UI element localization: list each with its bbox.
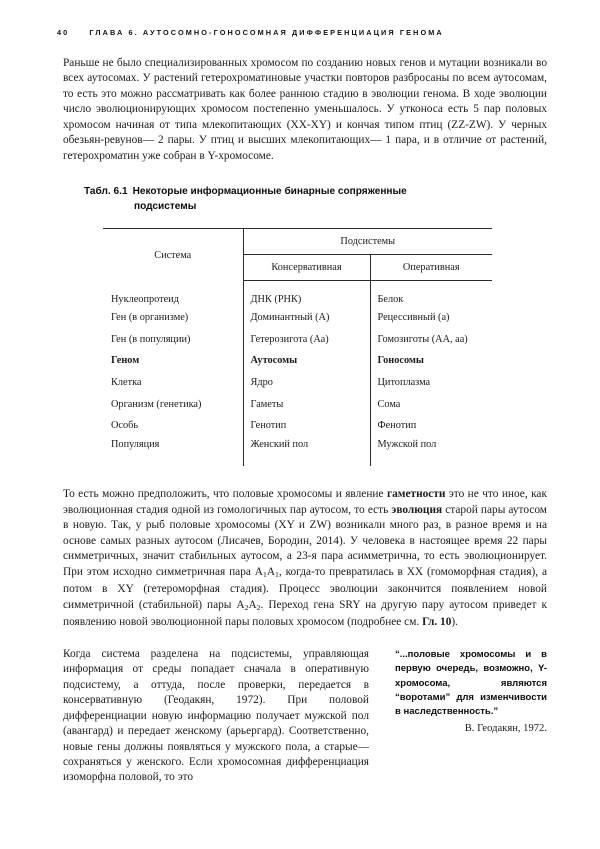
text-fragment: . Переход гена SRY на другую пару аутосом приведет к появлению новой эволюционной пары половых хромосом (подробнее см. — [63, 598, 547, 629]
text-fragment: A — [248, 598, 257, 611]
table-row — [103, 350, 492, 372]
cell-system: Клетка — [103, 372, 243, 394]
cell-system: Организм (генетика) — [103, 393, 243, 415]
cell-operative: Рецессивный (а) — [377, 312, 450, 324]
table-caption-line1: Некоторые информационные бинарные сопряженные — [132, 186, 407, 198]
cell-system: Ген (в популяции) — [103, 328, 243, 350]
table-row — [103, 281, 492, 307]
pull-quote-attribution: В. Геодакян, 1972. — [464, 722, 547, 734]
column-header-conservative: Консервативная — [243, 255, 370, 281]
text-fragment: То есть можно предположить, что половые хромосомы и явление — [63, 488, 387, 501]
page-content — [63, 56, 547, 786]
cell-operative: Цитоплазма — [377, 376, 431, 388]
text-fragment: , когда-то превратилась в XX (гомоморфная стадия), а потом в XY (гетероморфная стадия). Процесс эволюции закончится появлением новой симметричной (стабильной) пары A — [63, 565, 547, 611]
cell-system: Нуклеопротеид — [103, 281, 243, 307]
cell-operative: Мужской пол — [377, 439, 437, 451]
cell-conservative: Аутосомы — [243, 350, 370, 372]
cell-conservative: Доминантный (А) — [243, 307, 370, 329]
cell-operative: Сома — [377, 398, 401, 410]
table-row — [103, 372, 492, 394]
bottom-two-column-section — [63, 647, 547, 786]
pull-quote-text: “...половые хромосомы и в первую очередь, возможно, Y-хромосома, являются “воротами” для изменчивости в наследственность.” — [395, 648, 547, 718]
cell-conservative: Гетерозигота (Аа) — [243, 328, 370, 350]
text-fragment: A — [266, 565, 276, 578]
text-fragment: ). — [451, 616, 459, 629]
cell-conservative: Женский пол — [243, 436, 370, 466]
paragraph-intro: Раньше не было специализированных хромосом по созданию новых генов и мутации возникали во всех аутосомах. У растений гетерохроматиновые участки повторов разбросаны по всем аутосомам, то есть это можно рассматривать как более раннюю стадию в эволюции генома. В ходе эволюции число эволюционирующих хромосом постепенно уменьшалось. У утконоса есть 5 пар половых хромосом начиная от типа млекопитающих (XX-XY) и кончая типом птиц (ZZ-ZW). У черных обезьян-ревунов— 2 пары. У птиц и высших млекопитающих— 1 пара, и в отличие от растений, гетерохроматин уже собран в Y-хромосоме. — [63, 57, 547, 162]
cross-reference-chapter-10: Гл. 10 — [422, 616, 452, 629]
column-header-operative: Оперативная — [370, 255, 492, 281]
table-row — [103, 328, 492, 350]
table-row — [103, 393, 492, 415]
subscript-a1-second: 1 — [275, 569, 279, 579]
cell-conservative: ДНК (РНК) — [243, 281, 370, 307]
subscript-a1-first: 1 — [262, 569, 267, 579]
table-row — [103, 436, 492, 466]
cell-conservative: Ядро — [243, 372, 370, 394]
page-folio-number: 40 — [57, 28, 70, 37]
cell-conservative: Генотип — [243, 415, 370, 437]
table-header — [103, 229, 492, 281]
subsystems-table — [103, 228, 492, 466]
column-header-system: Система — [103, 229, 243, 281]
cell-operative: Гомозиготы (АА, аа) — [377, 333, 468, 345]
table-row — [103, 307, 492, 329]
column-header-subsystems: Подсистемы — [243, 229, 492, 255]
cell-system: Особь — [103, 415, 243, 437]
paragraph-evolution — [63, 487, 547, 630]
table-caption-line2: подсистемы — [134, 200, 197, 212]
paragraph-subsystem-information: Когда система разделена на подсистемы, управляющая информация от среды попадает сначала в оперативную подсистему, а оттуда, после проверки, передается в консервативную (Геодакян, 1972). При половой дифференциации новую информацию получает мужской пол (авангард) и передает женскому (арьергард). Соответственно, новые гены должны появляться у мужского пола, а старые—сохраняться у женского. Если хромосомная дифференциация изоморфна половой, то это — [63, 647, 369, 784]
subscript-a2-first: 2 — [244, 602, 249, 612]
emphasis-gametnosti: гаметности — [386, 488, 446, 501]
table-row — [103, 415, 492, 437]
cell-conservative: Гаметы — [243, 393, 370, 415]
table-body — [103, 281, 492, 467]
text-fragment: это не что иное, как эволюционная стадия одной из гомологичных пар аутосом, то есть — [63, 488, 547, 516]
cell-operative: Белок — [377, 293, 404, 305]
cell-operative: Фенотип — [377, 420, 417, 432]
table-caption-number: Табл. 6.1 — [84, 186, 128, 198]
table-header-row-1 — [103, 229, 492, 255]
cell-operative: Гоносомы — [377, 355, 424, 367]
table-caption — [84, 185, 547, 214]
text-fragment: старой пары аутосом в новую. Так, у рыб половые хромосомы (XY и ZW) возникали много раз, в разное время и на основе самых разных аутосом (Лисачев, Бородин, 2014). У человека в настоящее время 22 пары симметричных, значит стабильных аутосом, а 23-я пара асимметрична, то есть эволюционирует. При этом исходно симметричная пара A — [63, 503, 547, 578]
cell-system: Геном — [103, 350, 243, 372]
emphasis-evolyuciya: эволюция — [391, 503, 443, 516]
table-block — [63, 185, 547, 466]
pull-quote-box — [395, 648, 547, 734]
running-head-chapter-title: ГЛАВА 6. АУТОСОМНО-ГОНОСОМНАЯ ДИФФЕРЕНЦИАЦИЯ ГЕНОМА — [89, 28, 444, 37]
subscript-a2-second: 2 — [256, 602, 261, 612]
cell-system: Ген (в организме) — [103, 307, 243, 329]
cell-system: Популяция — [103, 436, 243, 466]
running-head — [57, 28, 557, 37]
